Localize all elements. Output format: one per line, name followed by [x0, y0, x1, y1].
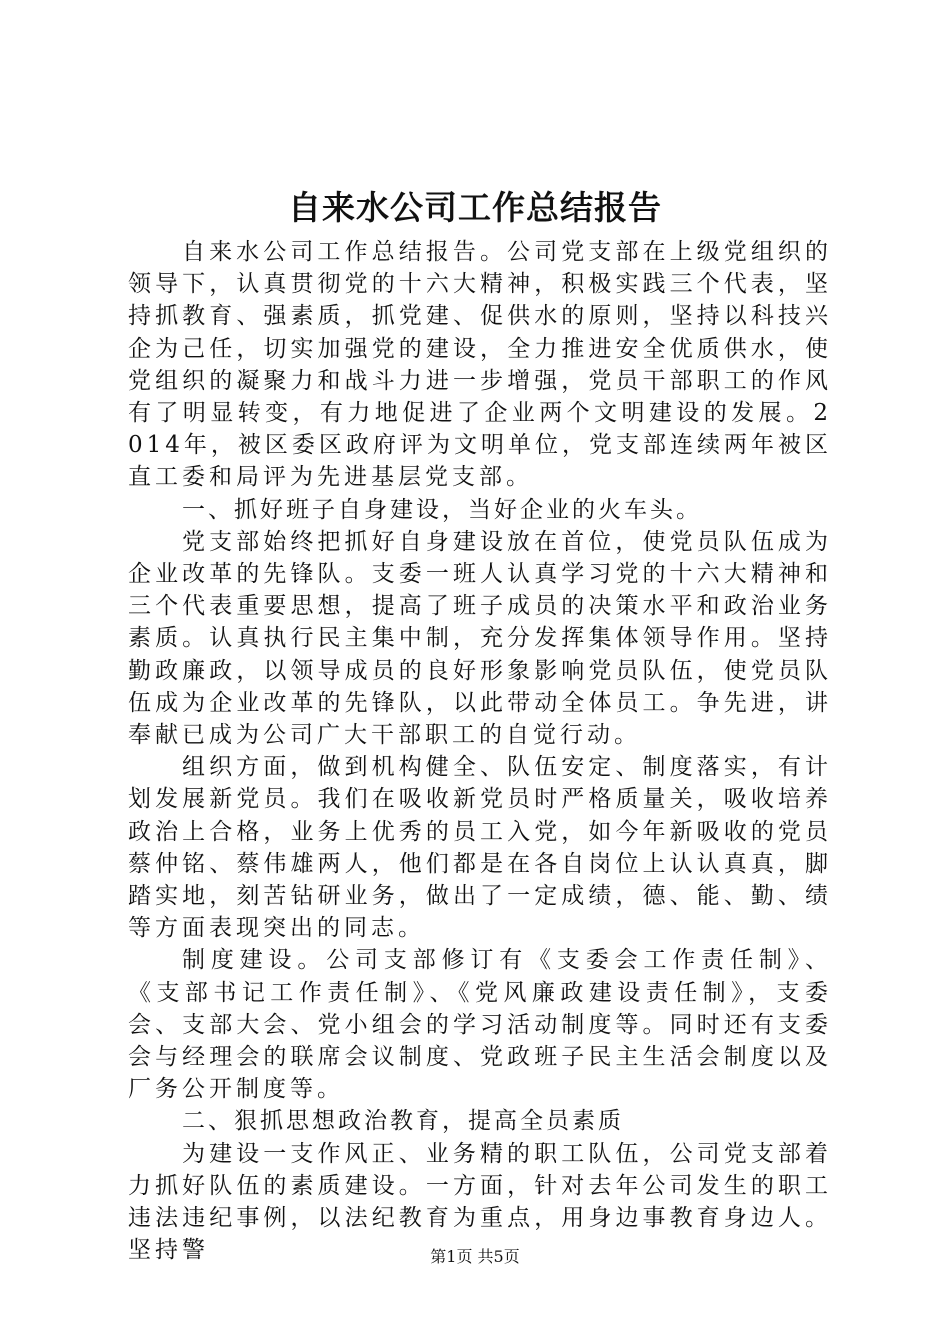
document-title: 自来水公司工作总结报告 [288, 188, 662, 227]
page-footer: 第1页 共5页 [430, 1247, 520, 1266]
paragraph-education: 为建设一支作风正、业务精的职工队伍，公司党支部着力抓好队伍的素质建设。一方面，针对去年公司发生的职工违法违纪事例，以法纪教育为重点，用身边事教育身边人。坚持警 [128, 1140, 832, 1264]
section-heading-1: 一、抓好班子自身建设，当好企业的火车头。 [182, 496, 702, 523]
section-heading-2: 二、狠抓思想政治教育，提高全员素质 [182, 1108, 624, 1135]
paragraph-leadership: 党支部始终把抓好自身建设放在首位，使党员队伍成为企业改革的先锋队。支委一班人认真学习党的十六大精神和三个代表重要思想，提高了班子成员的决策水平和政治业务素质。认真执行民主集中制，充分发挥集体领导作用。坚持勤政廉政，以领导成员的良好形象影响党员队伍，使党员队伍成为企业改革的先锋队，以此带动全体员工。争先进，讲奉献已成为公司广大干部职工的自觉行动。 [128, 528, 832, 749]
paragraph-intro: 自来水公司工作总结报告。公司党支部在上级党组织的领导下，认真贯彻党的十六大精神，积极实践三个代表，坚持抓教育、强素质，抓党建、促供水的原则，坚持以科技兴企为己任，切实加强党的建设，全力推进安全优质供水，使党组织的凝聚力和战斗力进一步增强，党员干部职工的作风有了明显转变，有力地促进了企业两个文明建设的发展。2014年，被区委区政府评为文明单位，党支部连续两年被区直工委和局评为先进基层党支部。 [128, 239, 832, 491]
document-body [128, 236, 832, 1267]
paragraph-organization: 组织方面，做到机构健全、队伍安定、制度落实，有计划发展新党员。我们在吸收新党员时严格质量关，吸收培养政治上合格，业务上优秀的员工入党，如今年新吸收的党员蔡仲铭、蔡伟雄两人，他们都是在各自岗位上认认真真，脚踏实地，刻苦钻研业务，做出了一定成绩，德、能、勤、绩等方面表现突出的同志。 [128, 754, 832, 942]
paragraph-system: 制度建设。公司支部修订有《支委会工作责任制》、《支部书记工作责任制》、《党风廉政建设责任制》，支委会、支部大会、党小组会的学习活动制度等。同时还有支委会与经理会的联席会议制度、党政班子民主生活会制度以及厂务公开制度等。 [128, 947, 832, 1103]
